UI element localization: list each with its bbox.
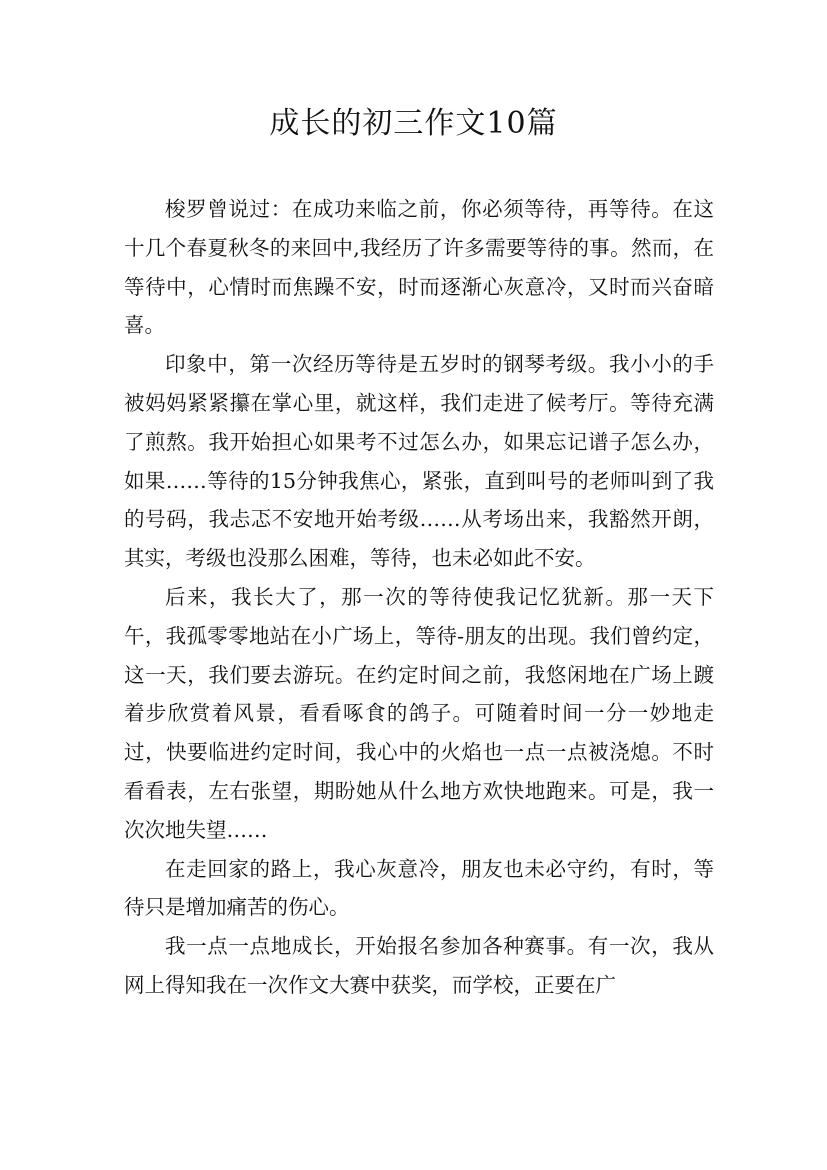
document-title: 成长的初三作文10篇: [269, 106, 558, 141]
paragraph-1: 梭罗曾说过：在成功来临之前，你必须等待，再等待。在这十几个春夏秋冬的来回中,我经历了许多需要等待的事。然而，在等待中，心情时而焦躁不安，时而逐渐心灰意冷，又时而兴奋暗喜。: [124, 197, 714, 338]
paragraph-4: 在走回家的路上，我心灰意冷，朋友也未必守约，有时，等待只是增加痛苦的伤心。: [124, 856, 714, 920]
paragraph-5: 我一点一点地成长，开始报名参加各种赛事。有一次，我从网上得知我在一次作文大赛中获奖，而学校，正要在广: [124, 934, 714, 997]
paragraph-3: 后来，我长大了，那一次的等待使我记忆犹新。那一天下午，我孤零零地站在小广场上，等待-朋友的出现。我们曾约定，这一天，我们要去游玩。在约定时间之前，我悠闲地在广场上踱着步欣赏着风景，看看啄食的鸽子。可随着时间一分一妙地走过，快要临进约定时间，我心中的火焰也一点一点被浇熄。不时看看表，左右张望，期盼她从什么地方欢快地跑来。可是，我一次次地失望……: [124, 584, 714, 842]
document-body: [124, 190, 714, 1005]
paragraph-2: 印象中，第一次经历等待是五岁时的钢琴考级。我小小的手被妈妈紧紧攥在掌心里，就这样，我们走进了候考厅。等待充满了煎熬。我开始担心如果考不过怎么办，如果忘记谱子怎么办，如果……等待的15分钟我焦心，紧张，直到叫号的老师叫到了我的号码，我忐忑不安地开始考级……从考场出来，我豁然开朗，其实，考级也没那么困难，等待，也未必如此不安。: [124, 352, 714, 571]
